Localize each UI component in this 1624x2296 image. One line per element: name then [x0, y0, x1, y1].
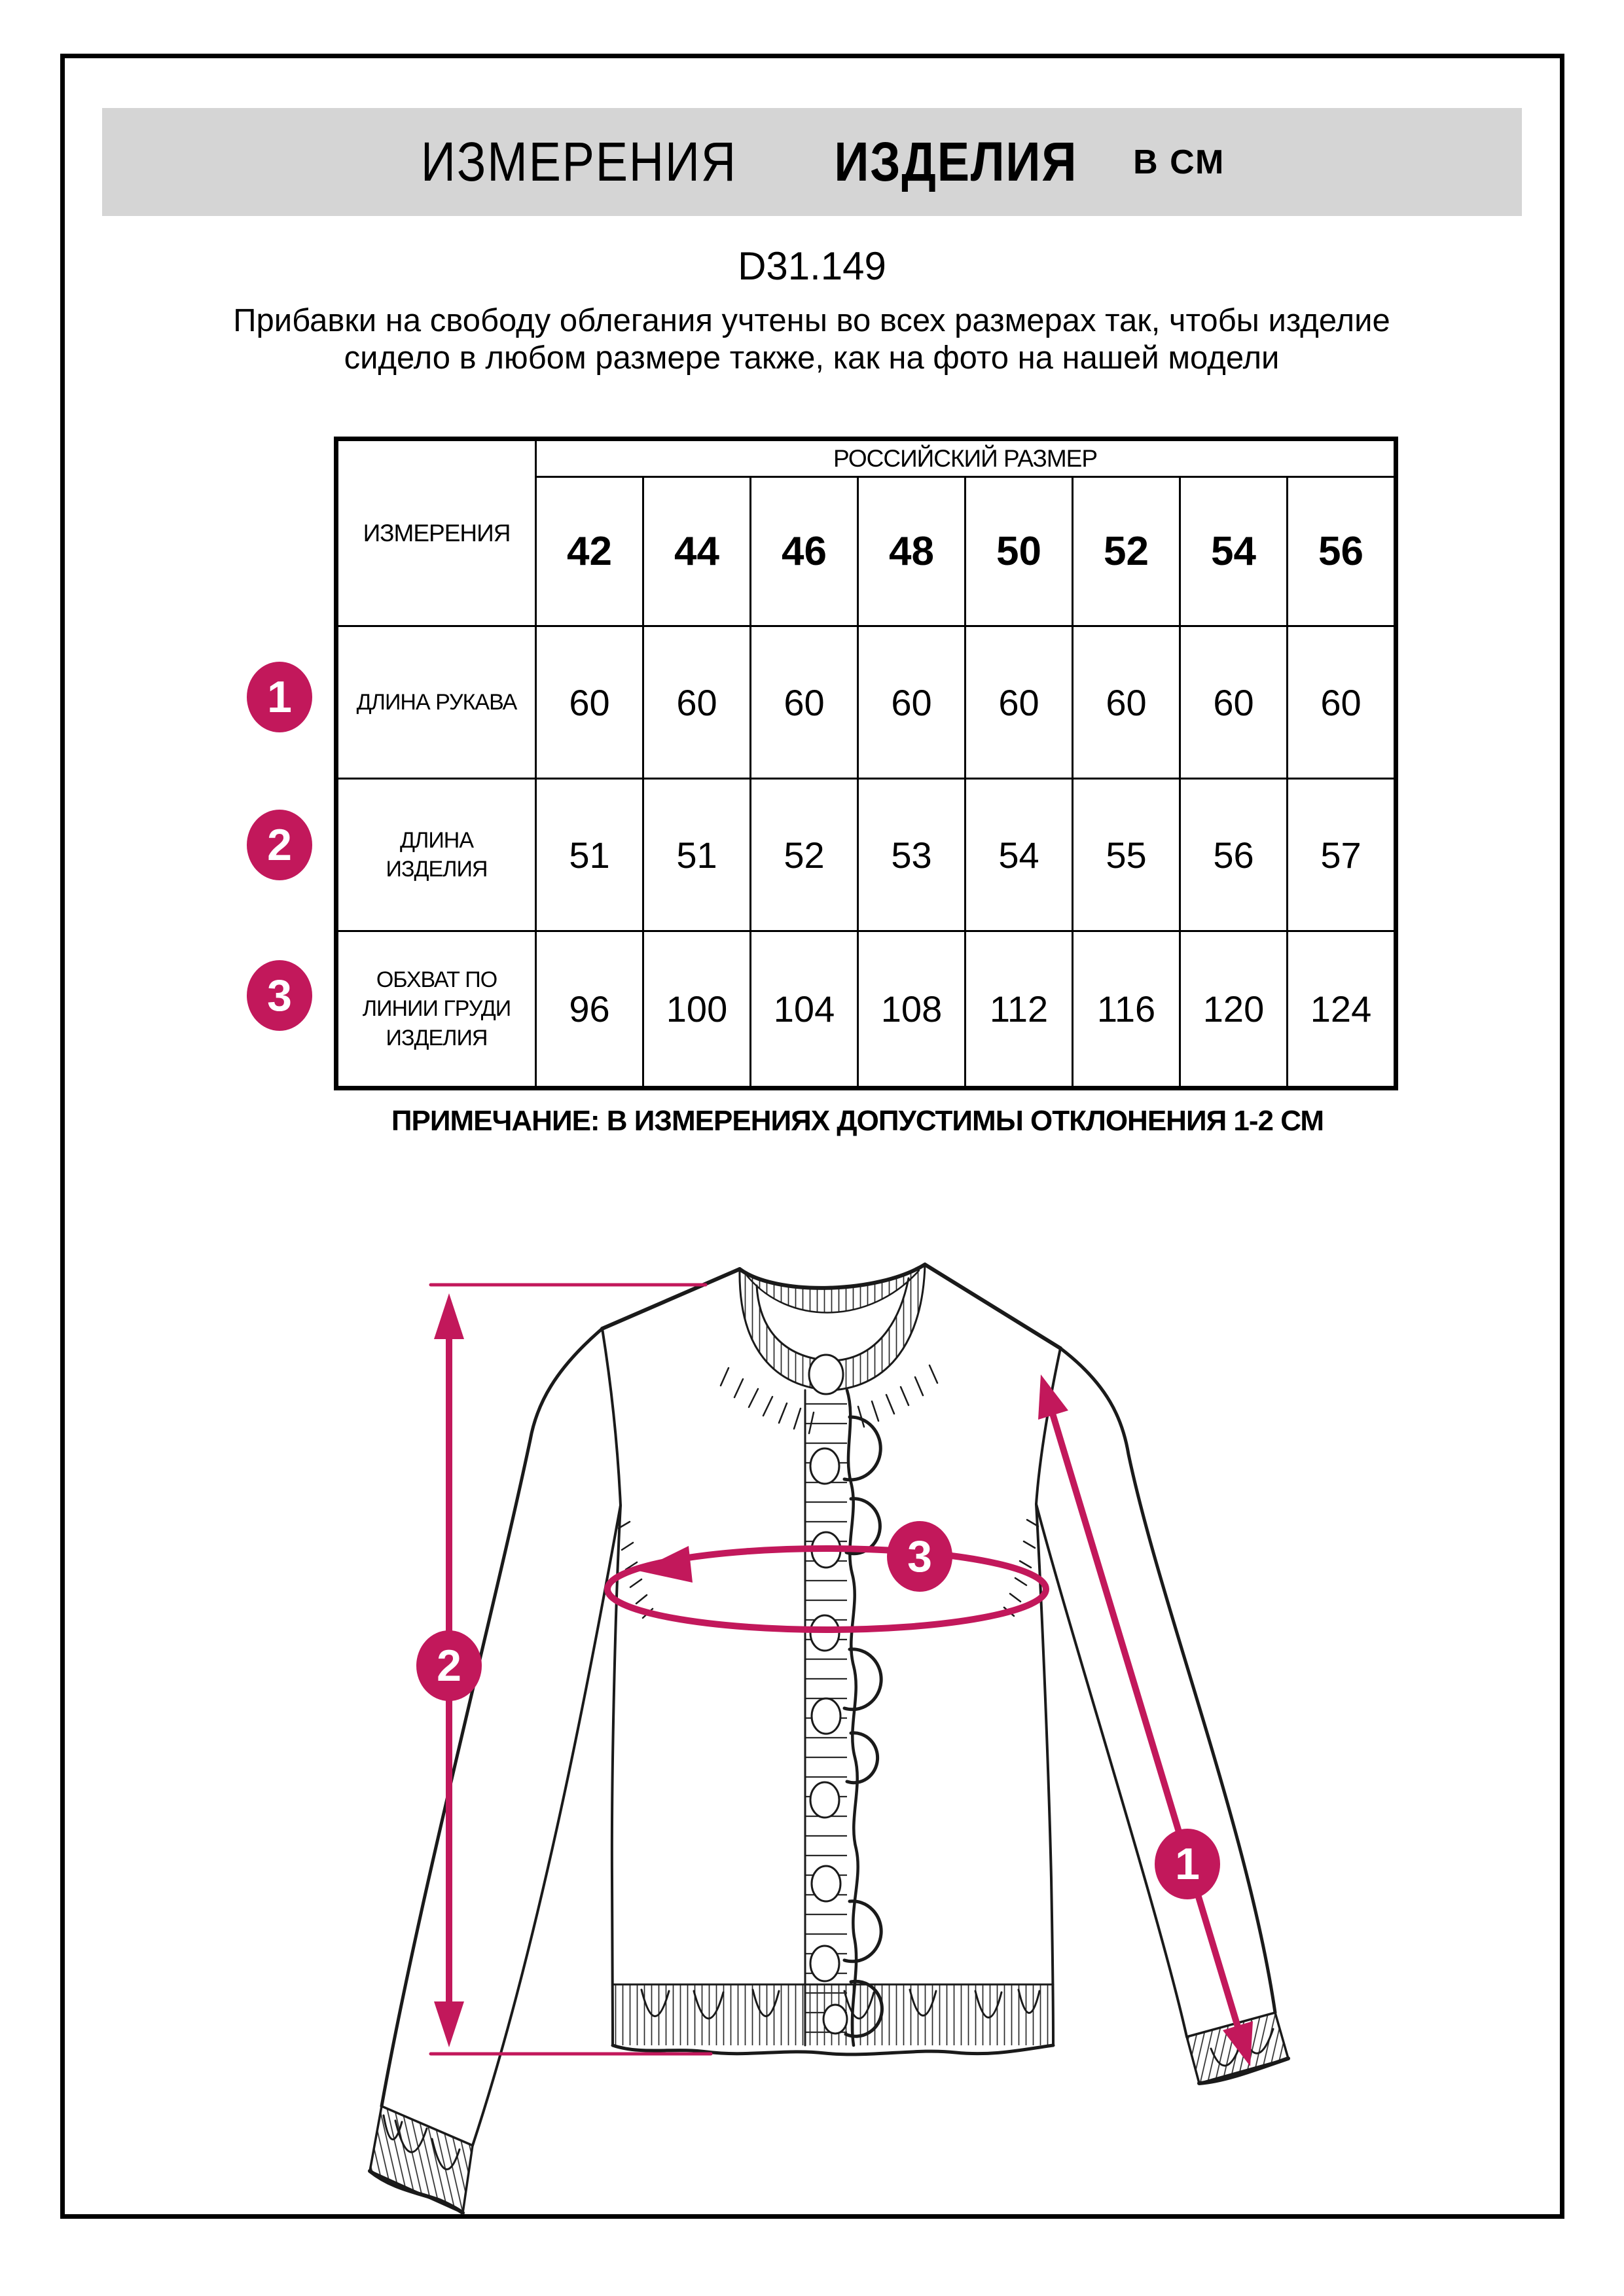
value-cell: 100 [643, 931, 751, 1088]
value-cell: 116 [1073, 931, 1180, 1088]
value-cell: 60 [1288, 626, 1396, 779]
size-col-header: 42 [536, 477, 643, 626]
value-cell: 55 [1073, 779, 1180, 931]
value-cell: 57 [1288, 779, 1396, 931]
marker-3-badge: 3 [247, 960, 312, 1031]
garment-technical-drawing [262, 1211, 1407, 2232]
value-cell: 104 [751, 931, 858, 1088]
title-word-izdeliya: ИЗДЕЛИЯ [833, 131, 1077, 192]
diagram-marker-product-length: 2 [416, 1630, 482, 1701]
value-cell: 112 [965, 931, 1073, 1088]
tolerance-note: ПРИМЕЧАНИЕ: В ИЗМЕРЕНИЯХ ДОПУСТИМЫ ОТКЛОНЕНИЯ 1-2 СМ [391, 1105, 1324, 1137]
table-group-header-row [336, 439, 1396, 477]
row-label: ДЛИНА РУКАВА [336, 626, 536, 779]
title-word-izmereniya: ИЗМЕРЕНИЯ [420, 131, 737, 192]
size-col-header: 46 [751, 477, 858, 626]
size-table [334, 437, 1398, 1090]
value-cell: 60 [751, 626, 858, 779]
value-cell: 96 [536, 931, 643, 1088]
diagram-marker-chest-girth: 3 [887, 1521, 952, 1592]
size-col-header: 54 [1180, 477, 1288, 626]
article-number: D31.149 [738, 244, 886, 288]
value-cell: 56 [1180, 779, 1288, 931]
table-row-sleeve-length [336, 626, 1396, 779]
diagram-marker-sleeve-length: 1 [1155, 1829, 1220, 1899]
table-row-chest-girth [336, 931, 1396, 1088]
marker-2-badge: 2 [247, 810, 312, 880]
value-cell: 60 [858, 626, 965, 779]
row-label: ДЛИНА ИЗДЕЛИЯ [336, 779, 536, 931]
table-corner-header: ИЗМЕРЕНИЯ [336, 439, 536, 626]
value-cell: 51 [643, 779, 751, 931]
row-label: ОБХВАТ ПО ЛИНИИ ГРУДИ ИЗДЕЛИЯ [336, 931, 536, 1088]
arrow-up-head [434, 1293, 464, 1339]
size-col-header: 44 [643, 477, 751, 626]
sleeve-arrow-line [1049, 1401, 1240, 2036]
value-cell: 60 [536, 626, 643, 779]
table-row-product-length [336, 779, 1396, 931]
value-cell: 60 [1180, 626, 1288, 779]
value-cell: 60 [965, 626, 1073, 779]
title-bar [102, 108, 1522, 216]
value-cell: 60 [643, 626, 751, 779]
title-unit: В СМ [1133, 143, 1225, 181]
table-group-header: РОССИЙСКИЙ РАЗМЕР [536, 439, 1396, 477]
size-col-header: 52 [1073, 477, 1180, 626]
arrow-down-head [434, 2001, 464, 2047]
marker-1-badge: 1 [247, 662, 312, 732]
value-cell: 120 [1180, 931, 1288, 1088]
size-col-header: 56 [1288, 477, 1396, 626]
value-cell: 60 [1073, 626, 1180, 779]
value-cell: 108 [858, 931, 965, 1088]
value-cell: 54 [965, 779, 1073, 931]
size-col-header: 48 [858, 477, 965, 626]
value-cell: 52 [751, 779, 858, 931]
size-col-header: 50 [965, 477, 1073, 626]
fit-description: Прибавки на свободу облегания учтены во всех размерах так, чтобы изделие сидело в любом размере также, как на фото на нашей модели [233, 303, 1390, 376]
value-cell: 124 [1288, 931, 1396, 1088]
value-cell: 53 [858, 779, 965, 931]
value-cell: 51 [536, 779, 643, 931]
